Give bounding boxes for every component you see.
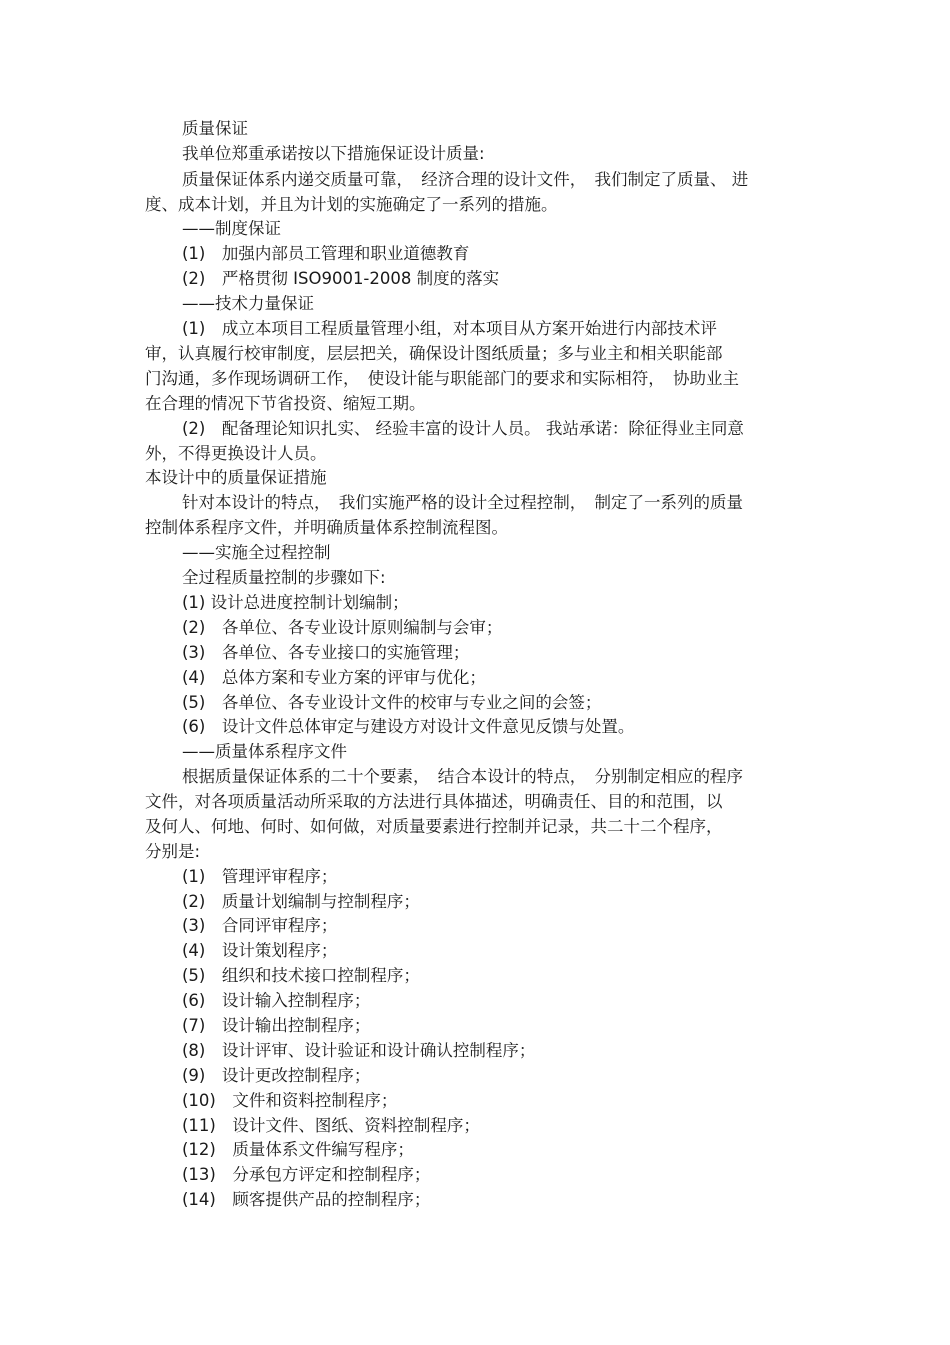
list-item: (3) 各单位、各专业接口的实施管理； <box>182 643 470 662</box>
paragraph-line: 外，不得更换设计人员。 <box>145 444 327 463</box>
list-item: (1) 加强内部员工管理和职业道德教育 <box>182 244 470 263</box>
list-item: (2) 质量计划编制与控制程序； <box>182 892 420 911</box>
section-title: 本设计中的质量保证措施 <box>145 468 327 487</box>
list-item: (4) 总体方案和专业方案的评审与优化； <box>182 668 486 687</box>
list-item: (1) 成立本项目工程质量管理小组，对本项目从方案开始进行内部技术评 <box>182 319 717 338</box>
list-item: (5) 组织和技术接口控制程序； <box>182 966 420 985</box>
list-item: (6) 设计文件总体审定与建设方对设计文件意见反馈与处置。 <box>182 717 635 736</box>
list-item: (1) 管理评审程序； <box>182 867 338 886</box>
list-item: (3) 合同评审程序； <box>182 916 338 935</box>
section-heading: ——技术力量保证 <box>182 294 314 313</box>
list-item: (2) 配备理论知识扎实、 经验丰富的设计人员。 我站承诺：除征得业主同意 <box>182 419 744 438</box>
list-item: (13) 分承包方评定和控制程序； <box>182 1165 431 1184</box>
list-item: (5) 各单位、各专业设计文件的校审与专业之间的会签； <box>182 693 602 712</box>
list-item: (11) 设计文件、图纸、资料控制程序； <box>182 1116 480 1135</box>
section-heading: ——制度保证 <box>182 219 281 238</box>
heading-quality-assurance: 质量保证 <box>182 119 248 138</box>
list-item: (2) 各单位、各专业设计原则编制与会审； <box>182 618 503 637</box>
paragraph-line: 根据质量保证体系的二十个要素， 结合本设计的特点， 分别制定相应的程序 <box>182 767 743 786</box>
paragraph-line: 控制体系程序文件，并明确质量体系控制流程图。 <box>145 518 508 537</box>
list-item: (14) 顾客提供产品的控制程序； <box>182 1190 431 1209</box>
list-item: (12) 质量体系文件编写程序； <box>182 1140 414 1159</box>
list-item: (9) 设计更改控制程序； <box>182 1066 371 1085</box>
paragraph-line: 及何人、何地、何时、如何做，对质量要素进行控制并记录，共二十二个程序， <box>145 817 723 836</box>
paragraph-line: 审，认真履行校审制度，层层把关，确保设计图纸质量；多与业主和相关职能部 <box>145 344 723 363</box>
section-heading: ——质量体系程序文件 <box>182 742 347 761</box>
paragraph-line: 我单位郑重承诺按以下措施保证设计质量: <box>182 144 485 163</box>
list-item: (10) 文件和资料控制程序； <box>182 1091 398 1110</box>
list-item: (7) 设计输出控制程序； <box>182 1016 371 1035</box>
list-item: (6) 设计输入控制程序； <box>182 991 371 1010</box>
paragraph-line: 门沟通，多作现场调研工作， 使设计能与职能部门的要求和实际相符， 协助业主 <box>145 369 739 388</box>
list-item: (8) 设计评审、设计验证和设计确认控制程序； <box>182 1041 536 1060</box>
paragraph-line: 针对本设计的特点， 我们实施严格的设计全过程控制， 制定了一系列的质量 <box>182 493 743 512</box>
list-item: (4) 设计策划程序； <box>182 941 338 960</box>
paragraph-line: 在合理的情况下节省投资、缩短工期。 <box>145 394 426 413</box>
list-item: (1) 设计总进度控制计划编制； <box>182 593 409 612</box>
section-heading: ——实施全过程控制 <box>182 543 331 562</box>
paragraph-line: 度、成本计划，并且为计划的实施确定了一系列的措施。 <box>145 195 558 214</box>
list-item: (2) 严格贯彻 ISO9001-2008 制度的落实 <box>182 269 500 288</box>
paragraph-line: 质量保证体系内递交质量可靠， 经济合理的设计文件， 我们制定了质量、 进 <box>182 170 749 189</box>
paragraph-line: 文件，对各项质量活动所采取的方法进行具体描述，明确责任、目的和范围，以 <box>145 792 723 811</box>
paragraph-line: 分别是: <box>145 842 201 861</box>
paragraph-line: 全过程质量控制的步骤如下: <box>182 568 386 587</box>
